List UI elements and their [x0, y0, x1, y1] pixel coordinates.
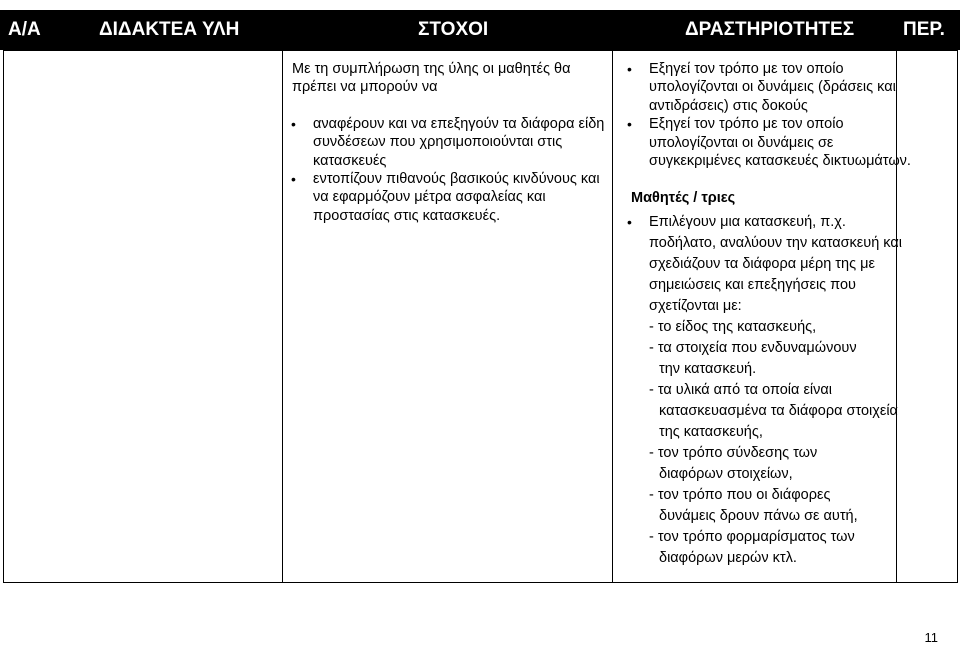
- header-per: ΠΕΡ.: [903, 19, 945, 40]
- students-list: [616, 212, 916, 569]
- stoxoi-cell: [284, 60, 614, 225]
- column-divider: [282, 51, 283, 582]
- stoxoi-list: [284, 115, 614, 225]
- dash-item: - τον τρόπο που οι διάφορες δυνάμεις δρουν πάνω σε αυτή,: [649, 486, 858, 524]
- list-item: • Επιλέγουν μια κατασκευή, π.χ. ποδήλατο, αναλύουν την κατασκευή και σχεδιάζουν τα διάφορα μέρη της με σημειώσεις και επεξηγήσεις που σχετίζονται με:: [649, 212, 916, 317]
- dash-item: - τον τρόπο φορμαρίσματος των διαφόρων μερών κτλ.: [649, 528, 855, 566]
- header-stoxoi: ΣΤΟΧΟΙ: [418, 19, 489, 40]
- students-subheading: Μαθητές / τριες: [631, 190, 736, 207]
- list-item: • Εξηγεί τον τρόπο με τον οποίο υπολογίζονται οι δυνάμεις (δράσεις και αντιδράσεις) στις δοκούς: [649, 60, 916, 115]
- list-item: • Εξηγεί τον τρόπο με τον οποίο υπολογίζονται οι δυνάμεις σε συγκεκριμένες κατασκευές δικτυωμάτων.: [649, 115, 916, 170]
- dash-item: - τον τρόπο σύνδεσης των διαφόρων στοιχείων,: [649, 444, 818, 482]
- content-table: [3, 50, 958, 583]
- dash-item: - το είδος της κατασκευής,: [649, 318, 817, 335]
- drastiriotites-list: [616, 60, 916, 170]
- dash-item: - τα υλικά από τα οποία είναι κατασκευασμένα τα διάφορα στοιχεία της κατασκευής,: [649, 381, 898, 440]
- header-didaktea-yli: ΔΙΔΑΚΤΕΑ ΥΛΗ: [99, 19, 240, 40]
- header-drastiriotites: ΔΡΑΣΤΗΡΙΟΤΗΤΕΣ: [685, 19, 855, 40]
- dash-item: - τα στοιχεία που ενδυναμώνουν την κατασκευή.: [649, 339, 857, 377]
- header-aa: Α/Α: [8, 19, 41, 40]
- table-header: [0, 10, 960, 50]
- stoxoi-intro: Με τη συμπλήρωση της ύλης οι μαθητές θα πρέπει να μπορούν να: [292, 61, 571, 96]
- drastiriotites-cell: [616, 60, 916, 569]
- page-number: 11: [924, 630, 938, 645]
- list-item: • εντοπίζουν πιθανούς βασικούς κινδύνους και να εφαρμόζουν μέτρα ασφαλείας και προστασίας στις κατασκευές.: [313, 170, 614, 225]
- list-item: • αναφέρουν και να επεξηγούν τα διάφορα είδη συνδέσεων που χρησιμοποιούνται στις κατασκευές: [313, 115, 614, 170]
